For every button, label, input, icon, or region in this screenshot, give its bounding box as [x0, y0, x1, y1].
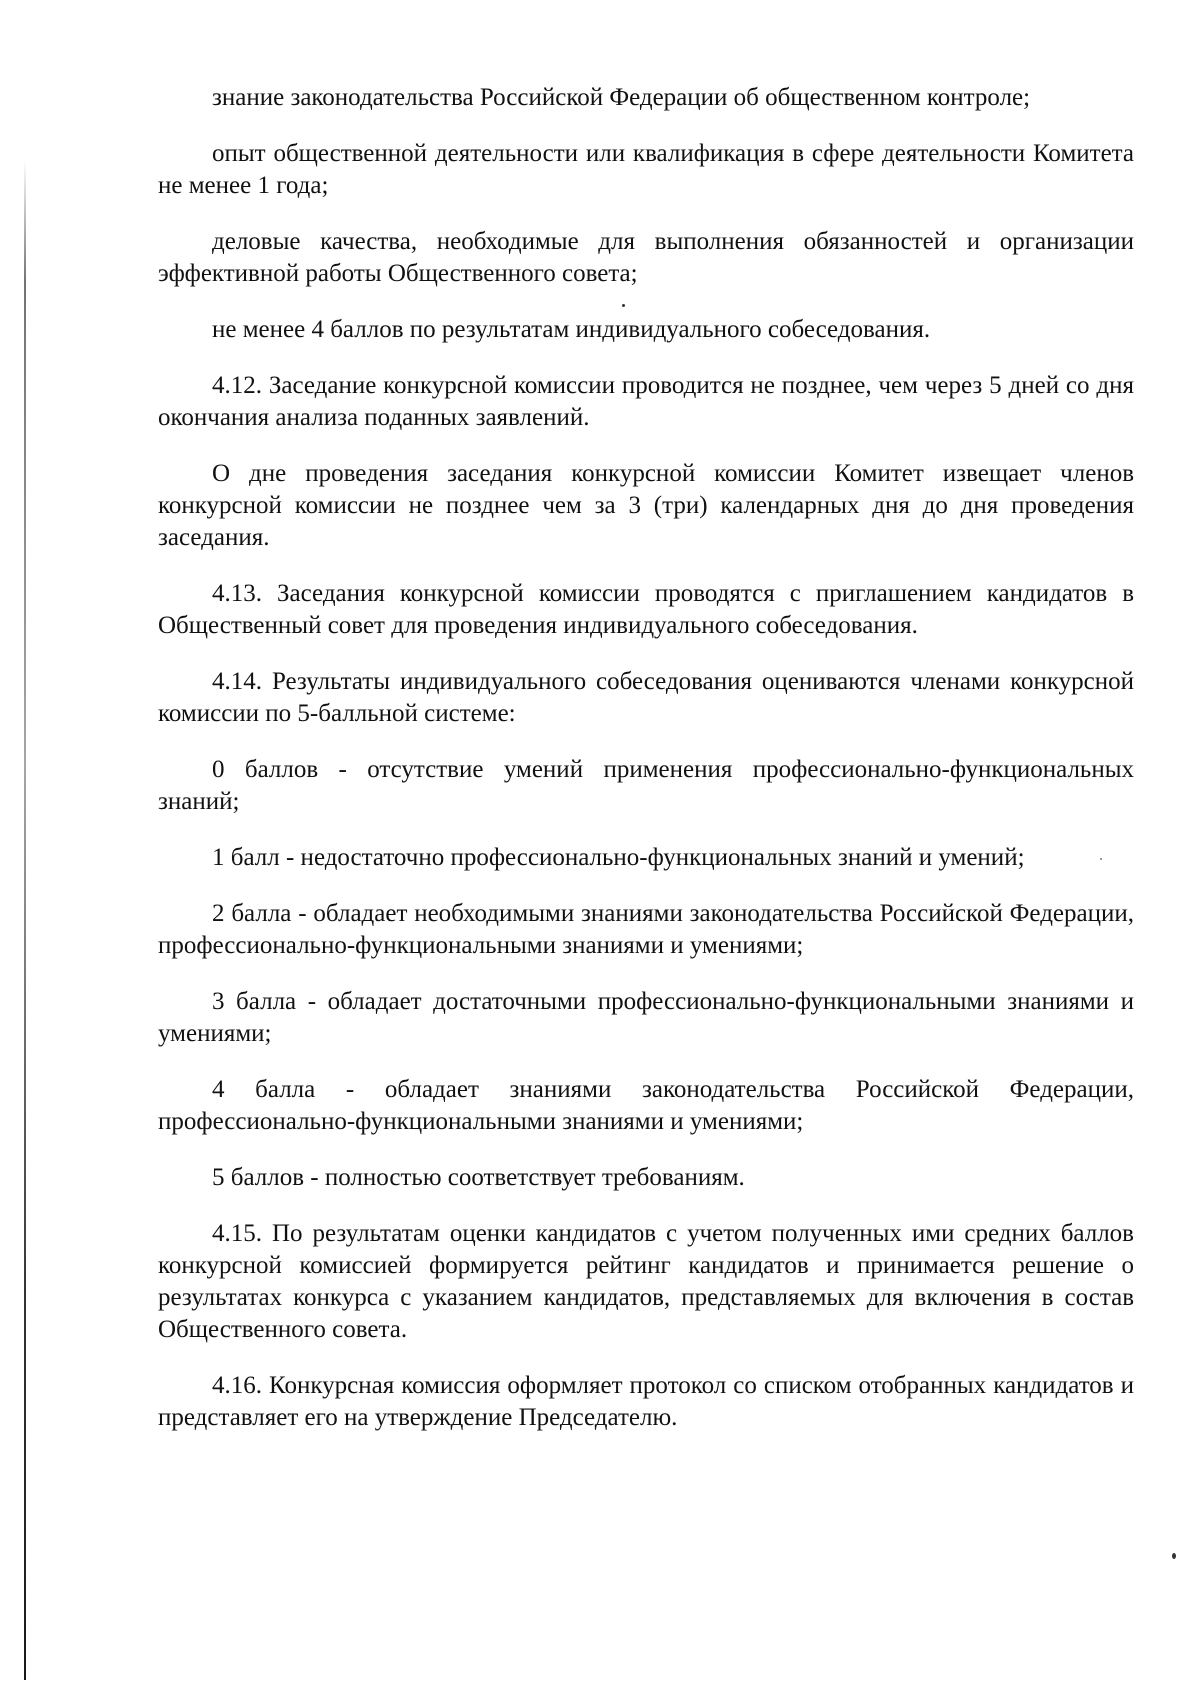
score-item-4: 4 балла - обладает знаниями законодательства Российской Федерации, профессионально-функциональными знаниями и умениями; — [158, 1076, 1134, 1135]
paragraph-meeting-notice: О дне проведения заседания конкурсной комиссии Комитет извещает членов конкурсной комиссии не позднее чем за 3 (три) календарных дня до дня проведения заседания. — [158, 460, 1134, 551]
paragraph-knowledge-law: знание законодательства Российской Федерации об общественном контроле; — [212, 84, 1031, 111]
score-item-1: 1 балл - недостаточно профессионально-функциональных знаний и умений; — [212, 844, 1025, 871]
paragraph-4-15: 4.15. По результатам оценки кандидатов с учетом полученных ими средних баллов конкурсной комиссией формируется рейтинг кандидатов и принимается решение о результатах конкурса с указанием кандидатов, представляемых для включения в состав Общественного совета. — [158, 1220, 1134, 1343]
paragraph-business-qualities: деловые качества, необходимые для выполнения обязанностей и организации эффективной работы Общественного совета; — [158, 228, 1134, 287]
paragraph-4-16: 4.16. Конкурсная комиссия оформляет протокол со списком отобранных кандидатов и представляет его на утверждение Председателю. — [158, 1372, 1134, 1431]
paragraph-4-13: 4.13. Заседания конкурсной комиссии проводятся с приглашением кандидатов в Общественный совет для проведения индивидуального собеседования. — [158, 580, 1134, 639]
score-item-2: 2 балла - обладает необходимыми знаниями законодательства Российской Федерации, профессионально-функциональными знаниями и умениями; — [158, 900, 1134, 959]
paragraph-4-14: 4.14. Результаты индивидуального собеседования оцениваются членами конкурсной комиссии по 5-балльной системе: — [158, 668, 1134, 727]
scan-speck — [1172, 1553, 1176, 1559]
paragraph-experience: опыт общественной деятельности или квалификация в сфере деятельности Комитета не менее 1 года; — [158, 140, 1134, 199]
score-item-5: 5 баллов - полностью соответствует требованиям. — [212, 1164, 745, 1191]
scan-speck — [622, 304, 625, 307]
scan-edge-shadow — [24, 160, 26, 1680]
score-item-0: 0 баллов - отсутствие умений применения профессионально-функциональных знаний; — [158, 756, 1134, 815]
paragraph-4-12: 4.12. Заседание конкурсной комиссии проводится не позднее, чем через 5 дней со дня окончания анализа поданных заявлений. — [158, 372, 1134, 431]
paragraph-min-score: не менее 4 баллов по результатам индивидуального собеседования. — [212, 316, 931, 343]
scan-speck — [1100, 858, 1102, 860]
score-item-3: 3 балла - обладает достаточными профессионально-функциональными знаниями и умениями; — [158, 988, 1134, 1047]
document-body — [158, 82, 1134, 1458]
